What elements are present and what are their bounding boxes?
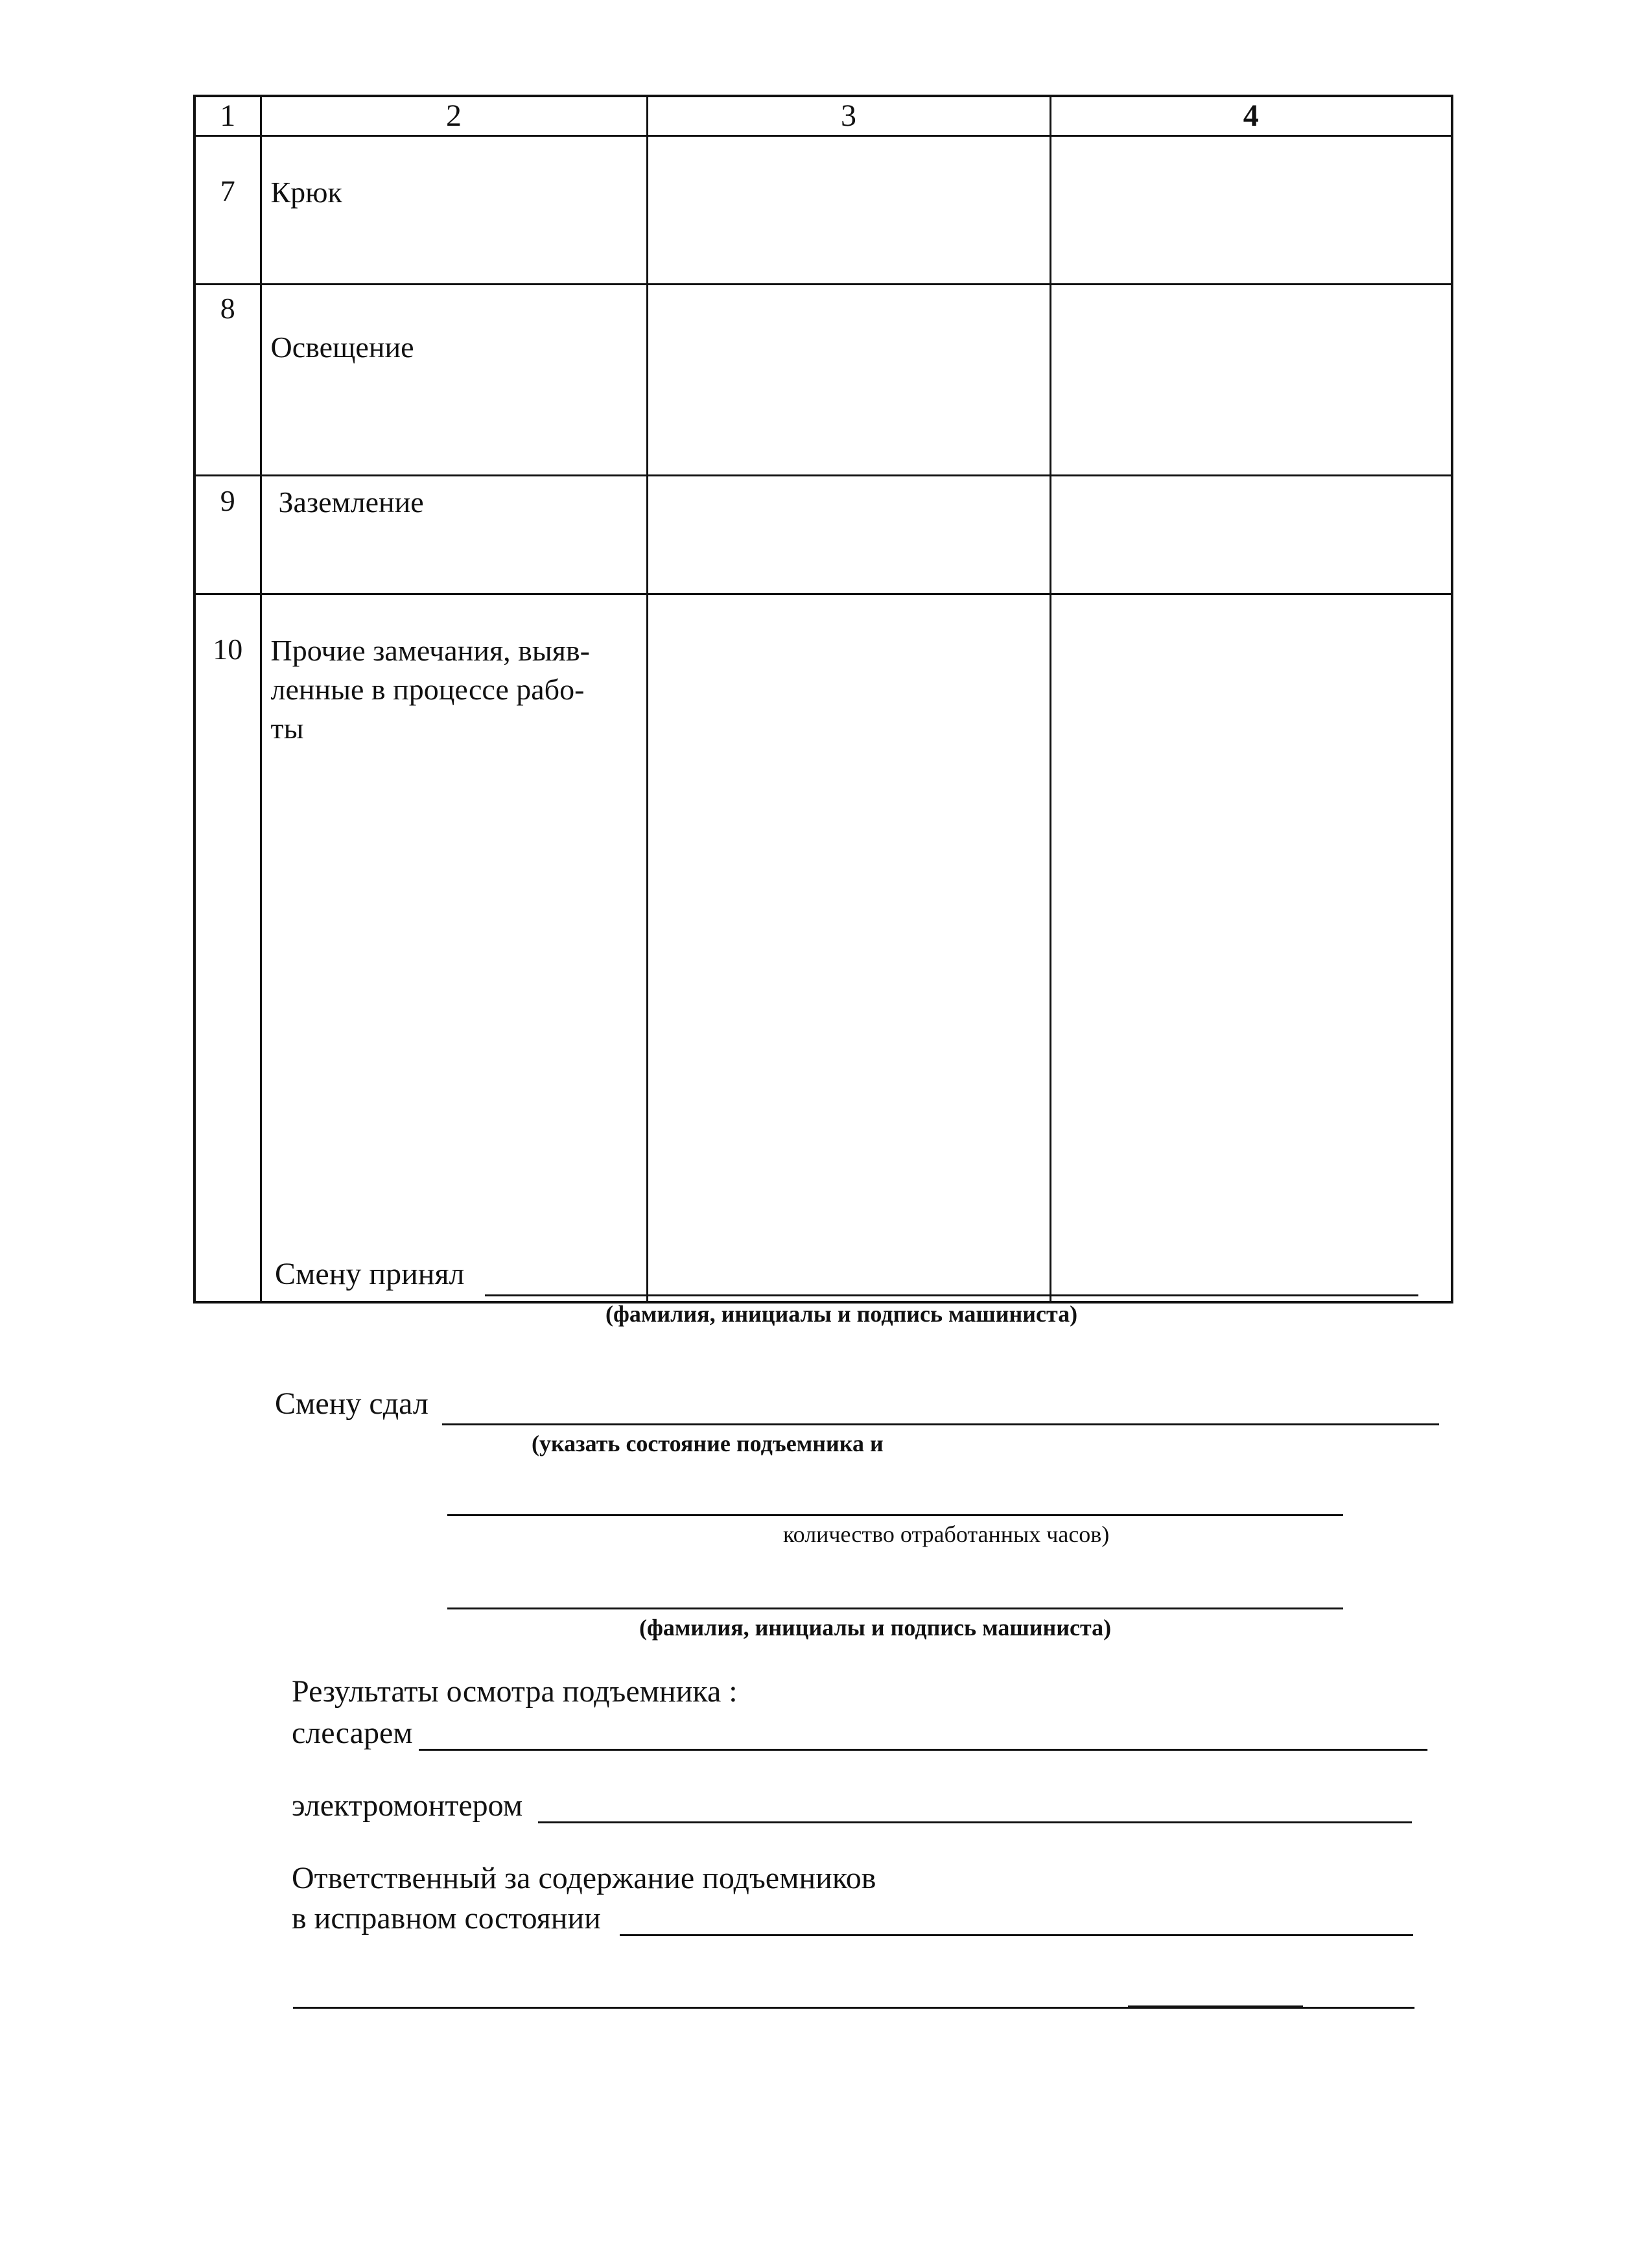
row-item-name: Крюк bbox=[261, 136, 647, 285]
row-number: 7 bbox=[194, 136, 261, 285]
header-col-2: 2 bbox=[261, 96, 647, 136]
row-number: 8 bbox=[194, 285, 261, 476]
inspection-locksmith-line[interactable] bbox=[419, 1749, 1427, 1751]
shift-handed-hint-1: (указать состояние подъемника и bbox=[532, 1431, 884, 1456]
row-item-name bbox=[261, 594, 647, 1303]
inspection-table bbox=[193, 95, 1453, 1304]
shift-handed-name-line[interactable] bbox=[447, 1607, 1343, 1609]
table-row bbox=[194, 594, 1452, 1303]
shift-accepted-signature-line[interactable] bbox=[485, 1294, 1418, 1296]
header-col-4: 4 bbox=[1050, 96, 1452, 136]
row-item-name-line: ты bbox=[270, 712, 304, 745]
shift-accepted-label: Смену принял bbox=[275, 1257, 465, 1291]
shift-handed-signature-line[interactable] bbox=[442, 1423, 1439, 1425]
row-number: 9 bbox=[194, 476, 261, 594]
row-cell-col-4[interactable] bbox=[1050, 594, 1452, 1303]
row-item-name-line: Прочие замечания, выяв- bbox=[270, 634, 590, 667]
responsible-label-line-1: Ответственный за содержание подъемников bbox=[292, 1861, 876, 1895]
inspection-title: Результаты осмотра подъемника : bbox=[292, 1674, 738, 1709]
row-item-name-line: ленные в процессе рабо- bbox=[270, 673, 585, 706]
table-row bbox=[194, 476, 1452, 594]
shift-handed-hint-2: количество отработанных часов) bbox=[783, 1521, 1110, 1547]
row-cell-col-3[interactable] bbox=[647, 476, 1050, 594]
row-cell-col-3[interactable] bbox=[647, 285, 1050, 476]
shift-handed-hours-line[interactable] bbox=[447, 1514, 1343, 1516]
table-row bbox=[194, 285, 1452, 476]
row-cell-col-4[interactable] bbox=[1050, 285, 1452, 476]
shift-handed-hint-3: (фамилия, инициалы и подпись машиниста) bbox=[639, 1615, 1112, 1641]
row-cell-col-3[interactable] bbox=[647, 594, 1050, 1303]
inspection-electrician-line[interactable] bbox=[538, 1821, 1412, 1823]
inspection-electrician-label: электромонтером bbox=[292, 1788, 523, 1823]
row-number: 10 bbox=[194, 594, 261, 1303]
responsible-label-line-2: в исправном состоянии bbox=[292, 1901, 601, 1935]
shift-handed-label: Смену сдал bbox=[275, 1386, 428, 1421]
row-cell-col-4[interactable] bbox=[1050, 136, 1452, 285]
shift-accepted-hint: (фамилия, инициалы и подпись машиниста) bbox=[605, 1301, 1078, 1327]
table-header-row bbox=[194, 96, 1452, 136]
header-col-1: 1 bbox=[194, 96, 261, 136]
inspection-locksmith-label: слесарем bbox=[292, 1716, 413, 1750]
row-cell-col-3[interactable] bbox=[647, 136, 1050, 285]
table-row bbox=[194, 136, 1452, 285]
row-item-name: Заземление bbox=[261, 476, 647, 594]
row-item-name: Освещение bbox=[261, 285, 647, 476]
header-col-3: 3 bbox=[647, 96, 1050, 136]
responsible-signature-line[interactable] bbox=[620, 1934, 1413, 1936]
row-cell-col-4[interactable] bbox=[1050, 476, 1452, 594]
responsible-extra-line-stroke bbox=[1128, 2005, 1303, 2009]
